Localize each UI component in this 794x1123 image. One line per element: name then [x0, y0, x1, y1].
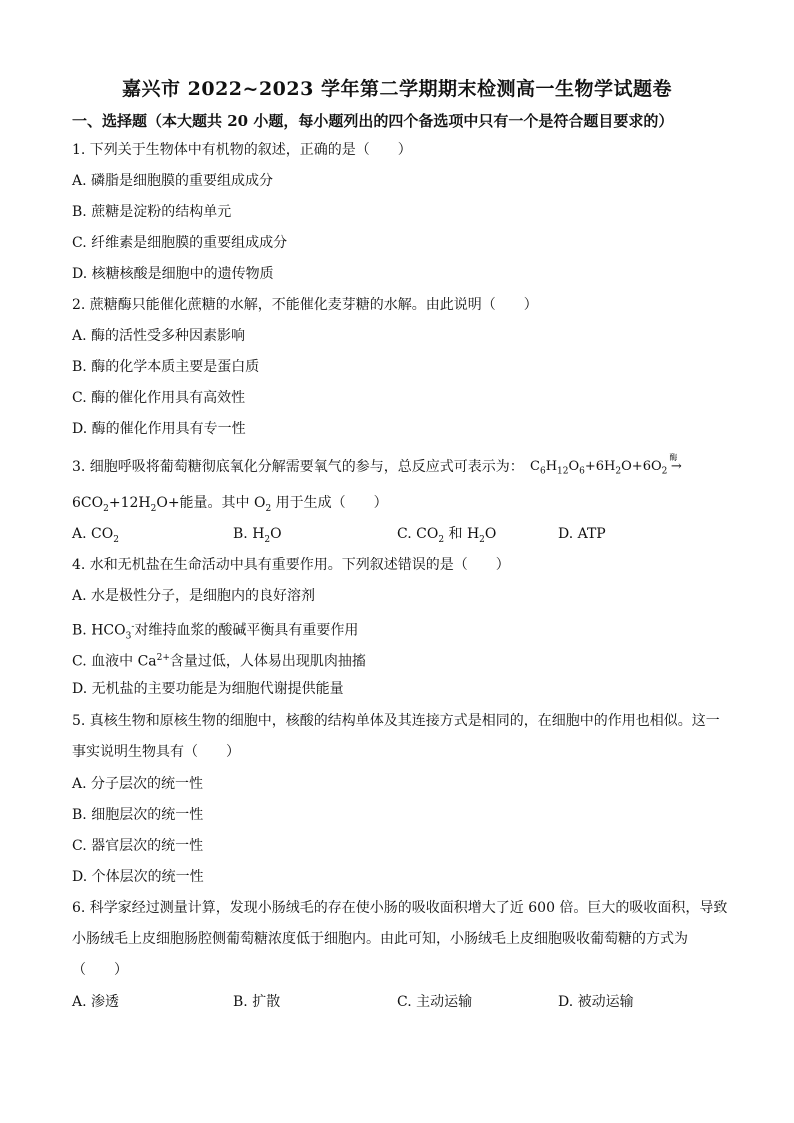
question-4-option-a: A. 水是极性分子，是细胞内的良好溶剂	[72, 588, 316, 604]
question-5-option-c: C. 器官层次的统一性	[72, 838, 204, 854]
question-6-option-a: A. 渗透	[72, 994, 120, 1010]
question-2-option-c: C. 酶的催化作用具有高效性	[72, 390, 246, 406]
enzyme-label: 酶	[669, 453, 678, 462]
question-6-option-b: B. 扩散	[233, 994, 281, 1010]
question-2-option-a: A. 酶的活性受多种因素影响	[72, 328, 246, 344]
question-2-stem: 2. 蔗糖酶只能催化蔗糖的水解，不能催化麦芽糖的水解。由此说明（ ）	[72, 297, 538, 313]
question-5-option-a: A. 分子层次的统一性	[72, 776, 204, 792]
question-5-stem-line2: 事实说明生物具有（ ）	[72, 744, 240, 760]
question-3-stem-line2: $6CO_2+12H_2O+$能量。其中 $O_2$ 用于生成（ ）	[72, 495, 388, 514]
reaction-reactants: $C_6H_{12}O_6+6H_2O+6O_2$	[530, 459, 668, 477]
question-3-option-b: B. $H_2O$	[233, 526, 282, 545]
question-1-stem: 1. 下列关于生物体中有机物的叙述，正确的是（ ）	[72, 142, 412, 158]
question-6-stem-line2: 小肠绒毛上皮细胞肠腔侧葡萄糖浓度低于细胞内。由此可知，小肠绒毛上皮细胞吸收葡萄糖的方式为	[72, 931, 688, 947]
question-1-option-c: C. 纤维素是细胞膜的重要组成成分	[72, 235, 288, 251]
question-3-option-d: D. ATP	[558, 526, 606, 542]
question-6-stem-line3: （ ）	[72, 962, 128, 978]
question-4-option-d: D. 无机盐的主要功能是为细胞代谢提供能量	[72, 681, 344, 697]
question-3-option-a: A. $CO_2$	[72, 526, 119, 545]
page-title: 嘉兴市 2022~2023 学年第二学期期末检测高一生物学试题卷	[122, 78, 672, 100]
question-4-stem: 4. 水和无机盐在生命活动中具有重要作用。下列叙述错误的是（ ）	[72, 557, 510, 573]
question-3-option-c: C. $CO_2$ 和 $H_2O$	[397, 526, 497, 545]
question-6-option-c: C. 主动运输	[397, 994, 473, 1010]
question-5-option-d: D. 个体层次的统一性	[72, 869, 204, 885]
question-1-option-b: B. 蔗糖是淀粉的结构单元	[72, 204, 232, 220]
reaction-equation	[530, 453, 685, 481]
question-5-stem-line1: 5. 真核生物和原核生物的细胞中，核酸的结构单体及其连接方式是相同的，在细胞中的作用也相似。这一	[72, 713, 720, 729]
question-5-option-b: B. 细胞层次的统一性	[72, 807, 204, 823]
question-1-option-d: D. 核糖核酸是细胞中的遗传物质	[72, 266, 274, 282]
question-2-option-b: B. 酶的化学本质主要是蛋白质	[72, 359, 260, 375]
question-4-option-c: C. 血液中 $Ca^{2+}$含量过低，人体易出现肌肉抽搐	[72, 653, 366, 670]
question-3-stem-line1: 3. 细胞呼吸将葡萄糖彻底氧化分解需要氧气的参与，总反应式可表示为：	[72, 459, 524, 475]
question-2-option-d: D. 酶的催化作用具有专一性	[72, 421, 246, 437]
question-6-option-d: D. 被动运输	[558, 994, 634, 1010]
question-6-stem-line1: 6. 科学家经过测量计算，发现小肠绒毛的存在使小肠的吸收面积增大了近 600 倍。巨大的吸收面积，导致	[72, 900, 728, 916]
reaction-arrow-icon: 酶 →	[667, 458, 685, 476]
question-1-option-a: A. 磷脂是细胞膜的重要组成成分	[72, 173, 274, 189]
section-heading: 一、选择题（本大题共 20 小题，每小题列出的四个备选项中只有一个是符合题目要求的）	[72, 112, 674, 130]
question-4-option-b: B. $HCO_3^-$对维持血浆的酸碱平衡具有重要作用	[72, 622, 359, 642]
